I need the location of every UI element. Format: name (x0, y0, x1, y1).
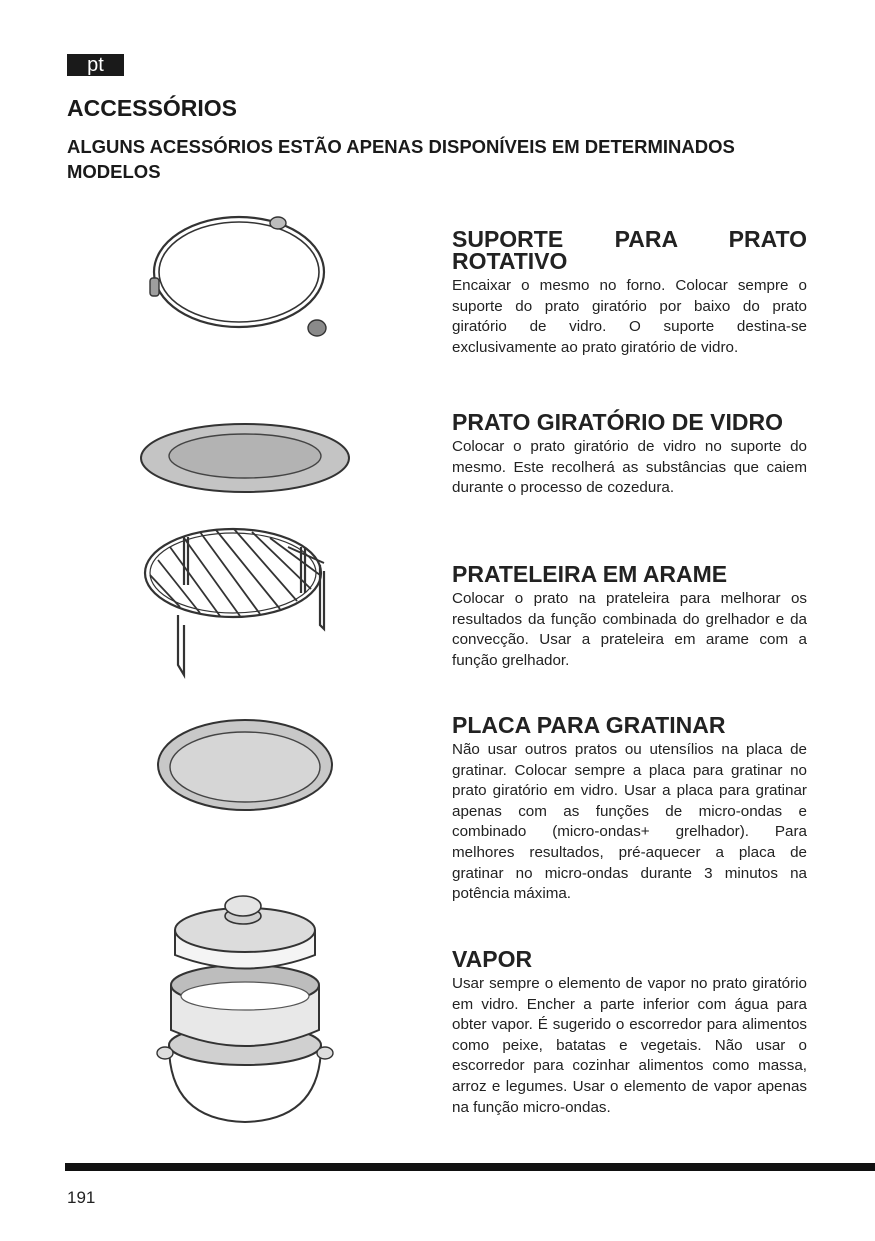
crisp-plate-illustration (145, 710, 345, 825)
page-number: 191 (67, 1188, 96, 1207)
page-subtitle: ALGUNS ACESSÓRIOS ESTÃO APENAS DISPONÍVEIS EM DETERMINADOS MODELOS (67, 136, 735, 182)
section-body: Não usar outros pratos ou utensílios na placa de gratinar. Colocar sempre a placa para gratinar no prato giratório em vidro. Usar a placa para gratinar apenas com as funções de micro-ondas e combinado (micro-ondas+ grelhador). Para melhores resultados, pré-aquecer a placa de gratinar no micro-ondas durante 3 minutos na potência máxima. (452, 741, 807, 903)
section-steamer (452, 948, 807, 1118)
section-body: Colocar o prato giratório de vidro no suporte do mesmo. Este recolherá as substâncias que caiem durante o processo de cozedura. (452, 438, 807, 497)
page-title: ACCESSÓRIOS (67, 95, 237, 121)
steamer-illustration (155, 890, 335, 1130)
section-body: Usar sempre o elemento de vapor no prato giratório em vidro. Encher a parte inferior com água para obter vapor. É sugerido o escorredor para alimentos como peixe, batatas e vegetais. Não usar o escorredor para cozinhar alimentos como massa, arroz e legumes. Usar o elemento de vapor apenas na função micro-ondas. (452, 975, 807, 1116)
section-wire-rack (452, 563, 807, 671)
section-glass-turntable (452, 411, 807, 499)
section-heading: VAPOR (452, 946, 533, 972)
glass-turntable-illustration (138, 420, 353, 500)
section-heading: PRATO GIRATÓRIO DE VIDRO (452, 409, 783, 435)
section-heading: PLACA PARA GRATINAR (452, 712, 726, 738)
section-body: Encaixar o mesmo no forno. Colocar sempre o suporte do prato giratório por baixo do prato giratório de vidro. O suporte destina-se exclusivamente ao prato giratório de vidro. (452, 277, 807, 356)
section-roller-ring (452, 228, 807, 358)
wire-rack-illustration (140, 525, 330, 680)
footer-divider (65, 1163, 875, 1171)
roller-ring-illustration (140, 210, 340, 345)
language-tab: pt (67, 54, 124, 76)
section-crisp-plate (452, 714, 807, 905)
section-heading: SUPORTE PARA PRATO ROTATIVO (452, 226, 807, 274)
section-body: Colocar o prato na prateleira para melhorar os resultados da função combinada do grelhador e da convecção. Usar a prateleira em arame com a função grelhador. (452, 590, 807, 669)
section-heading: PRATELEIRA EM ARAME (452, 561, 728, 587)
